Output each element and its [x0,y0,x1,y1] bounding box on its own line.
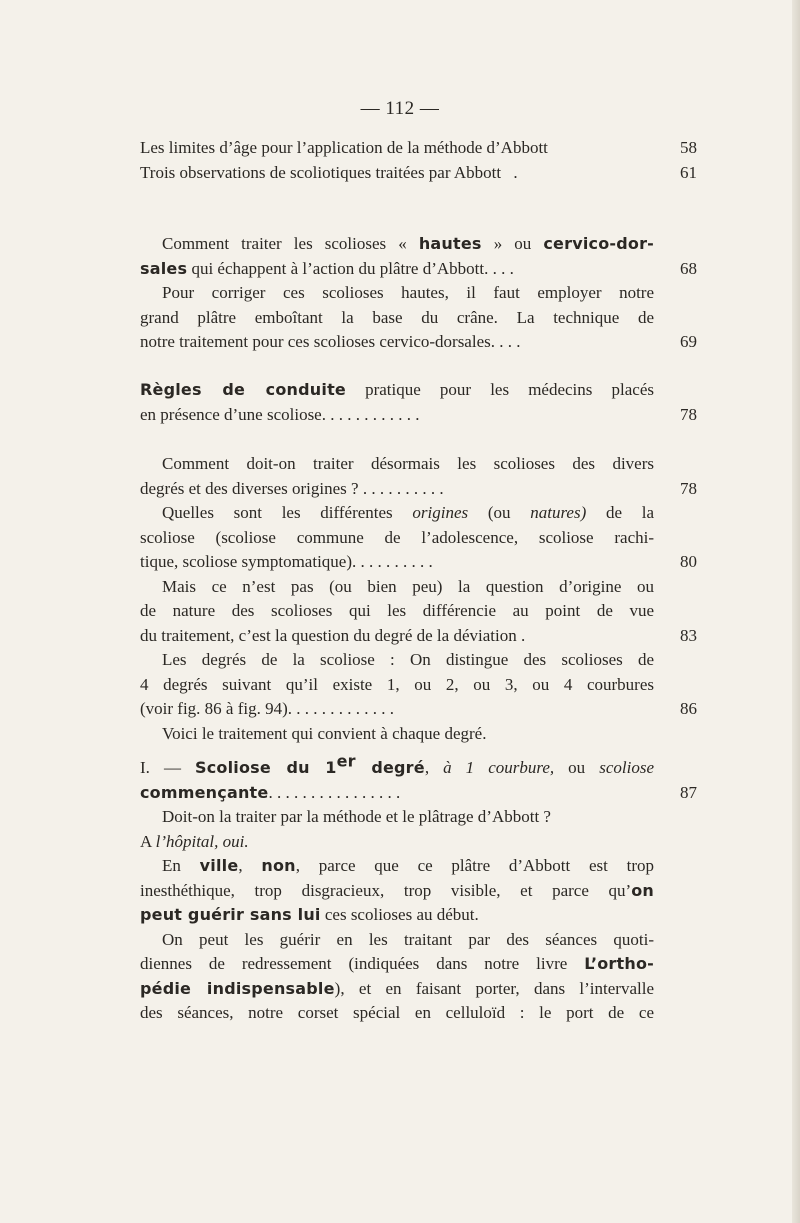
bold-term: Scoliose du 1 [194,758,337,777]
italic-term: scoliose [599,758,654,777]
text-line: Les degrés de la scoliose : On distingue des scolioses de [162,650,654,669]
text-line [140,830,654,855]
text-run: degrés et des diverses origines ? . . . . . . . . . . [140,478,444,498]
toc-entry-text: Les limites d’âge pour l’application de la méthode d’Abbott [140,138,548,157]
toc-page-number: 69 [680,332,697,351]
text-run: , [424,758,444,777]
bold-term: hautes [418,234,482,253]
toc-page-number: 58 [680,138,697,157]
text-line: On peut les guérir en les traitant par des séances quoti- [162,929,654,949]
toc-entry [140,697,697,722]
toc-page-number: 87 [680,782,697,802]
text-line [140,903,654,928]
bold-term: peut guérir sans lui [140,905,321,924]
text-run: , parce que ce plâtre d’Abbott est trop [295,856,654,875]
text-run: du traitement, c’est la question du degré de la déviation . [140,625,526,645]
text-run: inesthéthique, trop disgracieux, trop visible, et parce qu’ [140,880,632,900]
text-run: Quelles sont les différentes [162,503,413,522]
toc-entry [140,550,697,575]
toc-entry [140,136,697,161]
bold-term: cervico-dor- [543,234,655,253]
text-line: des séances, notre corset spécial en celluloïd : le port de ce [140,1003,654,1022]
section-degres [140,452,697,746]
italic-term: origines [412,503,469,522]
text-line [140,378,654,403]
bold-term: on [631,880,654,900]
toc-page-number: 68 [680,258,697,278]
italic-term: à 1 courbure, [443,758,555,777]
text-line [140,977,654,1002]
toc-page-number: 61 [680,162,697,182]
section-scoliose-1er-degre [140,751,697,1026]
bold-term: Règles de conduite [140,380,346,399]
text-line: Mais ce n’est pas (ou bien peu) la question d’origine ou [162,576,654,596]
toc-page-number: 86 [680,699,697,718]
text-run: en présence d’une scoliose. . . . . . . . . . . . [140,404,420,424]
text-line [140,501,654,526]
section-hautes [140,232,697,355]
text-line [140,952,654,977]
toc-entry [140,330,697,355]
toc-entry [140,624,697,649]
bold-term: non [261,856,296,875]
leader-dots: . . . . . . . . . . . . . . . . [268,782,401,802]
text-run: diennes de redressement (indiquées dans notre livre [140,954,585,973]
text-line: 4 degrés suivant qu’il existe 1, ou 2, ou 3, ou 4 courbures [140,674,654,694]
text-line [140,232,654,257]
page-number: — 112 — [360,98,440,119]
leader-dots: . [509,162,518,182]
text-run: (ou [468,503,531,522]
toc-page-number: 80 [680,552,697,571]
text-run: » ou [481,234,544,253]
text-run: pratique pour les médecins placés [345,380,654,399]
text-line: Comment doit-on traiter désormais les scolioses des divers [162,454,654,473]
toc-entry [140,477,697,502]
text-run: A [140,831,156,851]
bold-term: ville [199,856,239,875]
text-run: ces scolioses au début. [320,905,479,924]
toc-page-number: 78 [680,404,697,424]
text-run: En [162,856,200,875]
toc-page-number: 78 [680,478,697,498]
text-line: Voici le traitement qui convient à chaque degré. [162,723,487,743]
text-run: de la [586,503,654,522]
toc-entry [140,781,697,806]
text-run: ), et en faisant porter, dans l’intervalle [334,978,654,998]
text-line [140,879,654,904]
bold-term: degré [355,758,425,777]
section-regles [140,378,697,427]
text-run: qui échappent à l’action du plâtre d’Abbott. . . . [187,258,514,278]
text-run: I. — [140,758,195,777]
toc-entry [140,257,697,282]
text-run: tique, scoliose symptomatique). . . . . . . . . . [140,552,433,571]
page-edge [792,0,800,1223]
toc-entry [140,161,697,186]
toc-entry [140,403,697,428]
bold-term: pédie indispensable [140,978,335,998]
bold-term: L’ortho- [584,954,654,973]
text-run: Comment traiter les scolioses « [162,234,419,253]
bold-term: sales [140,258,188,278]
text-line: Doit-on la traiter par la méthode et le plâtrage d’Abbott ? [162,807,551,826]
toc-group-1 [140,136,697,185]
italic-term: l’hôpital, oui. [155,831,249,851]
toc-entry-text: Trois observations de scoliotiques traitées par Abbott [140,162,502,182]
text-line: scoliose (scoliose commune de l’adolescence, scoliose rachi- [140,527,654,547]
text-line: grand plâtre emboîtant la base du crâne. La technique de [140,307,654,327]
text-run: ou [554,758,600,777]
italic-term: natures) [530,503,587,522]
text-run: notre traitement pour ces scolioses cervico-dorsales. . . . [140,332,521,351]
toc-page-number: 83 [680,625,697,645]
section-heading [140,751,654,781]
superscript: er [336,751,356,771]
bold-term: commençante [140,782,269,802]
text-line: de nature des scolioses qui les différencie au point de vue [140,601,654,620]
text-run: , [238,856,262,875]
text-line [140,854,654,879]
text-run: (voir fig. 86 à fig. 94). . . . . . . . . . . . . [140,699,395,718]
text-line: Pour corriger ces scolioses hautes, il faut employer notre [162,283,654,302]
